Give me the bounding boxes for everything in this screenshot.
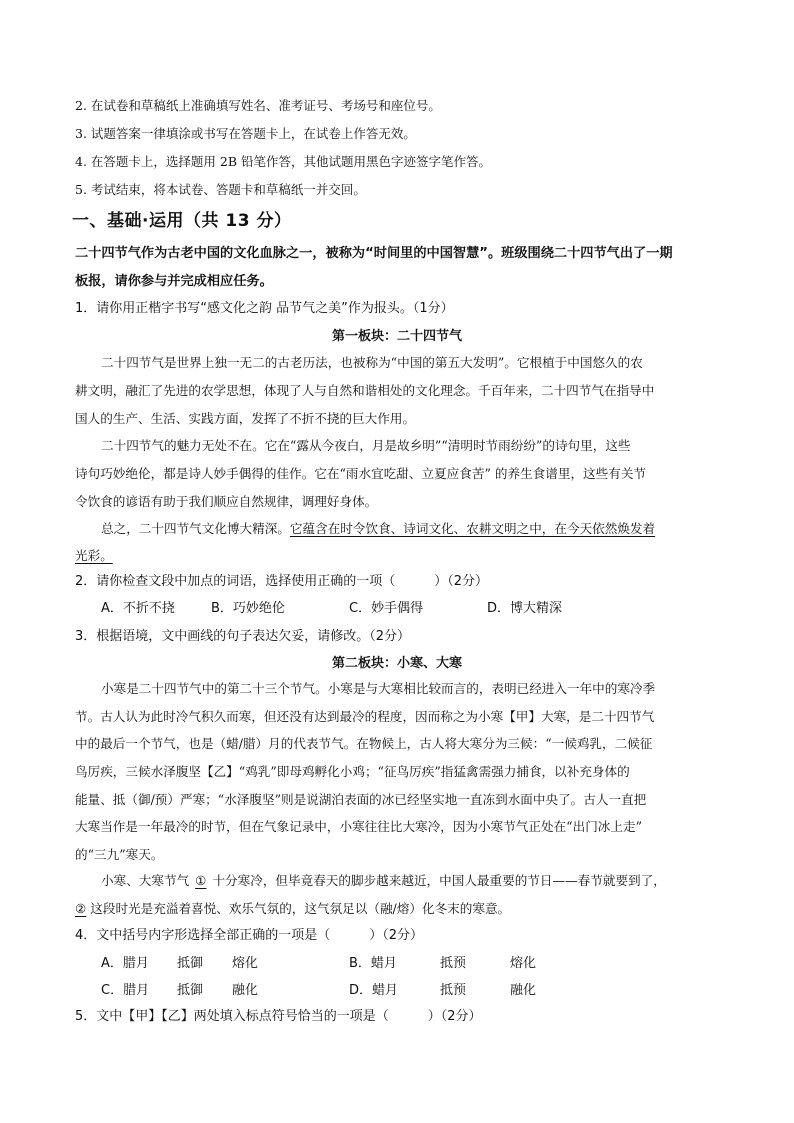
block2-line-7: 的“三九”寒天。 bbox=[75, 847, 164, 862]
q2-option-c: C．妙手偶得 bbox=[349, 601, 424, 616]
q2-option-d: D．博大精深 bbox=[487, 601, 563, 616]
q4-option-b-1: B．蜡月 bbox=[349, 956, 397, 971]
underlined-sentence-end: 光彩。 bbox=[75, 548, 113, 563]
notice-3: 3. 试题答案一律填涂或书写在答题卡上，在试卷上作答无效。 bbox=[75, 126, 416, 141]
block1-summary-text: 总之，二十四节气文化博大精深。 bbox=[101, 521, 290, 536]
notice-2: 2. 在试卷和草稿纸上准确填写姓名、准考证号、考场号和座位号。 bbox=[75, 98, 441, 113]
q4-option-b-2: 抵预 bbox=[440, 956, 467, 971]
block1-line-5: 诗句巧妙绝伦，都是诗人妙手偶得的佳作。它在“雨水宜吃甜、立夏应食苦” 的养生食谱里，这些有关节 bbox=[75, 466, 647, 481]
notice-5: 5. 考试结束，将本试卷、答题卡和草稿纸一并交回。 bbox=[75, 182, 366, 197]
block1-line-3: 国人的生产、生活、实践方面，发挥了不折不挠的巨大作用。 bbox=[75, 411, 416, 426]
q2-option-a: A．不折不挠 bbox=[101, 601, 175, 616]
block2-line-2: 节。古人认为此时冷气积久而寒，但还没有达到最冷的程度，因而称之为小寒【甲】大寒，是二十四节气 bbox=[75, 709, 655, 724]
block2-title: 第二板块：小寒、大寒 bbox=[331, 656, 462, 671]
block2-para2-line-2 bbox=[75, 898, 510, 917]
block1-line-6: 令饮食的谚语有助于我们顺应自然规律，调理好身体。 bbox=[75, 494, 378, 509]
q4-option-b-3: 熔化 bbox=[510, 956, 537, 971]
q4-option-d-1: D．蜡月 bbox=[349, 983, 399, 998]
block1-line-4: 二十四节气的魅力无处不在。它在“露从今夜白，月是故乡明”“清明时节雨纷纷”的诗句里，这些 bbox=[101, 438, 631, 453]
question-3: 3．根据语境，文中画线的句子表达欠妥，请修改。（2分） bbox=[75, 629, 411, 644]
block2-line-3: 中的最后一个节气，也是（蜡/腊）月的代表节气。在物候上，古人将大寒分为三候：“一候鸡乳，二候征 bbox=[75, 736, 653, 751]
block2-line-1: 小寒是二十四节气中的第二十三个节气。小寒是与大寒相比较而言的，表明已经进入一年中的寒冷季 bbox=[101, 681, 656, 696]
block1-title: 第一板块：二十四节气 bbox=[331, 329, 462, 344]
notice-4: 4. 在答题卡上，选择题用 2B 铅笔作答，其他试题用黑色字迹签字笔作答。 bbox=[75, 154, 491, 169]
section-title: 一、基础·运用（共 13 分） bbox=[72, 211, 292, 231]
underlined-sentence: 它蕴含在时令饮食、诗词文化、农耕文明之中，在今天依然焕发着 bbox=[289, 521, 656, 536]
q2-option-b: B．巧妙绝伦 bbox=[211, 601, 285, 616]
q4-option-c-2: 抵御 bbox=[177, 983, 204, 998]
intro-line-1: 二十四节气作为古老中国的文化血脉之一，被称为“时间里的中国智慧”。班级围绕二十四节气出了一期 bbox=[75, 246, 673, 261]
blank-1: ① bbox=[195, 873, 207, 888]
block2-line-5: 能量、抵（御/预）严寒；“水泽腹坚”则是说湖泊表面的冰已经坚实地一直冻到水面中央了。古人一直把 bbox=[75, 792, 647, 807]
block1-line-8 bbox=[75, 545, 113, 564]
q4-option-a-3: 熔化 bbox=[232, 956, 259, 971]
block1-line-2: 耕文明，融汇了先进的农学思想，体现了人与自然和谐相处的文化理念。千百年来，二十四节气在指导中 bbox=[75, 383, 655, 398]
block1-line-1: 二十四节气是世界上独一无二的古老历法，也被称为“中国的第五大发明”。它根植于中国悠久的农 bbox=[101, 355, 643, 370]
para2-text-c: 这段时光是充溢着喜悦、欢乐气氛的，这气氛足以（融/熔）化冬末的寒意。 bbox=[90, 901, 511, 916]
q4-option-d-2: 抵预 bbox=[440, 983, 467, 998]
blank-2: ② bbox=[75, 901, 87, 916]
para2-text-b: 十分寒冷，但毕竟春天的脚步越来越近，中国人最重要的节日——春节就要到了， bbox=[212, 873, 666, 888]
para2-text-a: 小寒、大寒节气 bbox=[101, 873, 190, 888]
q4-option-c-3: 融化 bbox=[232, 983, 259, 998]
intro-line-2: 板报，请你参与并完成相应任务。 bbox=[75, 274, 273, 289]
block2-line-6: 大寒当作是一年最冷的时节，但在气象记录中，小寒往往比大寒冷，因为小寒节气正处在“出门冰上走” bbox=[75, 819, 643, 834]
block2-para2-line-1 bbox=[101, 870, 666, 889]
q4-option-c-1: C．腊月 bbox=[101, 983, 150, 998]
question-2: 2．请你检查文段中加点的词语，选择使用正确的一项（ ）（2分） bbox=[75, 574, 489, 589]
q4-option-a-2: 抵御 bbox=[177, 956, 204, 971]
q4-option-a-1: A．腊月 bbox=[101, 956, 149, 971]
q4-option-d-3: 融化 bbox=[510, 983, 537, 998]
block1-line-7 bbox=[101, 518, 655, 537]
question-4: 4．文中括号内字形选择全部正确的一项是（ ）（2分） bbox=[75, 928, 424, 943]
question-1: 1．请你用正楷字书写“感文化之韵 品节气之美”作为报头。（1分） bbox=[75, 301, 454, 316]
question-5: 5．文中【甲】【乙】两处填入标点符号恰当的一项是（ ）（2分） bbox=[75, 1009, 482, 1024]
block2-line-4: 鸟厉疾，三候水泽腹坚【乙】“鸡乳”即母鸡孵化小鸡；“征鸟厉疾”指猛禽需强力捕食，以补充身体的 bbox=[75, 764, 630, 779]
